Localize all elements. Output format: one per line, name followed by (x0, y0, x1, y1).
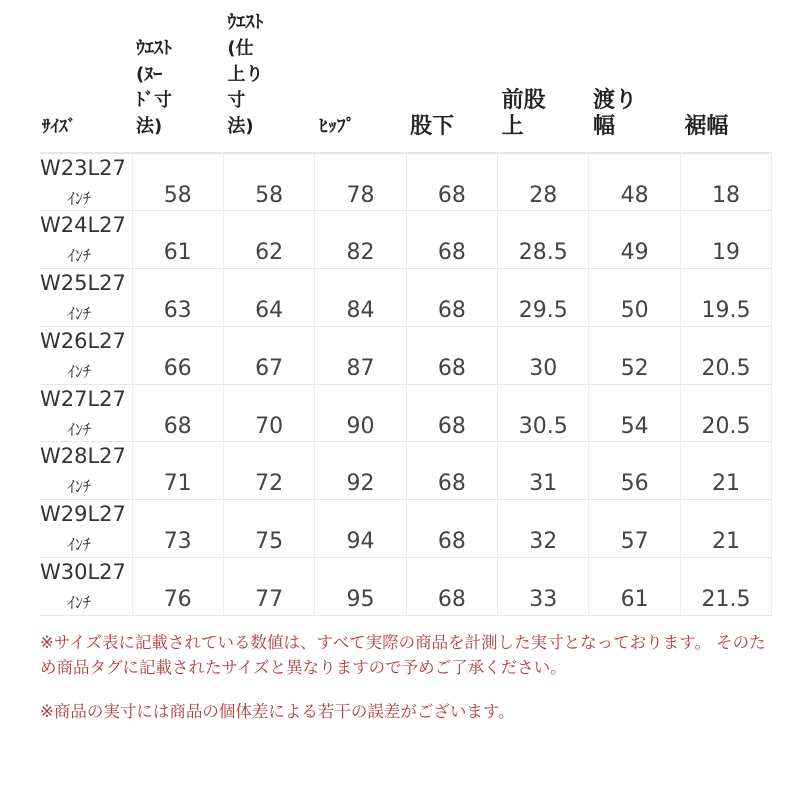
measurement-value: 61 (620, 587, 649, 613)
measurement-value: 94 (346, 529, 375, 555)
size-label-cell (40, 558, 132, 616)
measurement-cell (223, 326, 314, 384)
measurement-cell (132, 500, 223, 558)
measurement-cell (132, 269, 223, 327)
measurement-cell (406, 326, 497, 384)
measurement-value: 63 (163, 298, 192, 324)
measurement-cell (315, 558, 406, 616)
measurement-cell (132, 442, 223, 500)
measurement-cell (680, 153, 771, 211)
table-row (40, 269, 772, 327)
measurement-value: 66 (163, 355, 192, 381)
measurement-value: 49 (620, 240, 649, 266)
measurement-value: 62 (255, 240, 284, 266)
size-code: W23L27 (40, 156, 126, 180)
measurement-cell (589, 326, 680, 384)
measurement-cell (680, 384, 771, 442)
measurement-cell (589, 442, 680, 500)
size-label-cell (40, 442, 132, 500)
measurement-value: 30 (529, 355, 558, 381)
size-label-cell (40, 153, 132, 211)
measurement-cell (315, 500, 406, 558)
measurement-cell (132, 326, 223, 384)
measurement-value: 61 (163, 240, 192, 266)
measurement-cell (680, 442, 771, 500)
measurement-cell (498, 500, 589, 558)
measurement-cell (680, 500, 771, 558)
measurement-cell (223, 269, 314, 327)
measurement-value: 73 (163, 529, 192, 555)
size-label-cell (40, 500, 132, 558)
measurement-value: 28 (529, 183, 558, 208)
measurement-cell (406, 269, 497, 327)
measurement-value: 68 (437, 183, 466, 208)
measurement-value: 70 (255, 413, 284, 439)
notes (40, 630, 780, 743)
size-code: W24L27 (40, 213, 126, 238)
size-label-cell (40, 384, 132, 442)
measurement-value: 31 (529, 471, 558, 497)
measurement-cell (132, 211, 223, 269)
size-code: W29L27 (40, 502, 126, 527)
measurement-cell (223, 500, 314, 558)
measurement-value: 92 (346, 471, 375, 497)
measurement-cell (406, 384, 497, 442)
header-rise: 前股 上 (498, 0, 589, 153)
measurement-cell (223, 153, 314, 211)
measurement-value: 82 (346, 240, 375, 266)
unit-label: ｲﾝﾁ (67, 419, 92, 439)
measurement-value: 68 (437, 240, 466, 266)
measurement-cell (406, 442, 497, 500)
header-hem: 裾幅 (680, 0, 771, 153)
measurement-cell (589, 211, 680, 269)
measurement-cell (680, 558, 771, 616)
measurement-value: 33 (529, 587, 558, 613)
measurement-cell (680, 211, 771, 269)
measurement-cell (132, 558, 223, 616)
header-waist-nude: ｳｴｽﾄ (ﾇｰ ﾄﾞ寸 法) (132, 0, 223, 153)
header-row (40, 0, 772, 153)
header-waist-finished: ｳｴｽﾄ (仕 上り 寸 法) (223, 0, 314, 153)
measurement-value: 84 (346, 298, 375, 324)
table-row (40, 211, 772, 269)
header-hip: ﾋｯﾌﾟ (315, 0, 406, 153)
measurement-value: 20.5 (701, 355, 751, 381)
measurement-value: 64 (255, 298, 284, 324)
measurement-value: 21 (712, 529, 741, 555)
size-code: W27L27 (40, 386, 126, 411)
measurement-cell (406, 211, 497, 269)
measurement-value: 32 (529, 529, 558, 555)
measurement-cell (498, 558, 589, 616)
measurement-value: 68 (437, 529, 466, 555)
measurement-cell (589, 269, 680, 327)
measurement-cell (132, 384, 223, 442)
measurement-value: 68 (437, 587, 466, 613)
measurement-value: 87 (346, 355, 375, 381)
measurement-value: 68 (437, 355, 466, 381)
unit-label: ｲﾝﾁ (67, 593, 92, 613)
measurement-value: 71 (163, 471, 192, 497)
measurement-value: 78 (346, 183, 375, 208)
size-label-cell (40, 269, 132, 327)
measurement-value: 77 (255, 587, 284, 613)
measurement-cell (315, 384, 406, 442)
measurement-value: 68 (163, 413, 192, 439)
measurement-value: 56 (620, 471, 649, 497)
measurement-cell (498, 326, 589, 384)
size-table (40, 0, 772, 616)
measurement-value: 75 (255, 529, 284, 555)
table-row (40, 442, 772, 500)
measurement-value: 54 (620, 413, 649, 439)
size-code: W28L27 (40, 444, 126, 469)
unit-label: ｲﾝﾁ (67, 246, 92, 266)
measurement-cell (223, 211, 314, 269)
measurement-cell (498, 384, 589, 442)
measurement-value: 95 (346, 587, 375, 613)
note-measurement: ※サイズ表に記載されている数値は、すべて実際の商品を計測した実寸となっております。 そのため商品タグに記載されたサイズと異なりますので予めご了承ください。 (40, 633, 766, 677)
measurement-value: 20.5 (701, 413, 751, 439)
size-label-cell (40, 326, 132, 384)
measurement-value: 68 (437, 298, 466, 324)
measurement-cell (589, 153, 680, 211)
measurement-value: 72 (255, 471, 284, 497)
size-code: W30L27 (40, 560, 126, 585)
header-inseam: 股下 (406, 0, 497, 153)
measurement-cell (223, 558, 314, 616)
table-row (40, 326, 772, 384)
measurement-cell (589, 384, 680, 442)
measurement-value: 30.5 (518, 413, 568, 439)
measurement-value: 67 (255, 355, 284, 381)
unit-label: ｲﾝﾁ (67, 361, 92, 381)
measurement-cell (589, 558, 680, 616)
measurement-value: 21.5 (701, 587, 751, 613)
measurement-cell (132, 153, 223, 211)
measurement-value: 58 (163, 183, 192, 208)
measurement-cell (589, 500, 680, 558)
measurement-value: 57 (620, 529, 649, 555)
unit-label: ｲﾝﾁ (67, 535, 92, 555)
unit-label: ｲﾝﾁ (67, 189, 92, 208)
header-thigh: 渡り 幅 (589, 0, 680, 153)
measurement-value: 28.5 (518, 240, 568, 266)
size-code: W26L27 (40, 328, 126, 353)
measurement-value: 50 (620, 298, 649, 324)
measurement-cell (315, 269, 406, 327)
measurement-cell (498, 153, 589, 211)
note-variance: ※商品の実寸には商品の個体差による若干の誤差がございます。 (40, 702, 515, 721)
measurement-value: 90 (346, 413, 375, 439)
measurement-value: 58 (255, 183, 284, 208)
measurement-cell (498, 269, 589, 327)
measurement-cell (223, 384, 314, 442)
measurement-cell (406, 153, 497, 211)
measurement-value: 19 (712, 240, 741, 266)
measurement-value: 68 (437, 471, 466, 497)
measurement-value: 52 (620, 355, 649, 381)
measurement-cell (315, 442, 406, 500)
measurement-cell (406, 500, 497, 558)
measurement-value: 48 (620, 183, 649, 208)
measurement-cell (498, 442, 589, 500)
measurement-cell (223, 442, 314, 500)
measurement-cell (498, 211, 589, 269)
measurement-cell (406, 558, 497, 616)
measurement-cell (315, 153, 406, 211)
measurement-cell (680, 269, 771, 327)
measurement-value: 18 (712, 183, 741, 208)
table-row (40, 153, 772, 211)
size-label-cell (40, 211, 132, 269)
size-code: W25L27 (40, 271, 126, 296)
table-body (40, 153, 772, 615)
unit-label: ｲﾝﾁ (67, 304, 92, 324)
table-row (40, 500, 772, 558)
measurement-value: 19.5 (701, 298, 751, 324)
unit-label: ｲﾝﾁ (67, 477, 92, 497)
measurement-cell (315, 211, 406, 269)
measurement-cell (315, 326, 406, 384)
header-size: ｻｲｽﾞ (40, 0, 132, 153)
measurement-value: 29.5 (518, 298, 568, 324)
measurement-value: 21 (712, 471, 741, 497)
measurement-value: 76 (163, 587, 192, 613)
table-row (40, 558, 772, 616)
measurement-cell (680, 326, 771, 384)
measurement-value: 68 (437, 413, 466, 439)
table-row (40, 384, 772, 442)
